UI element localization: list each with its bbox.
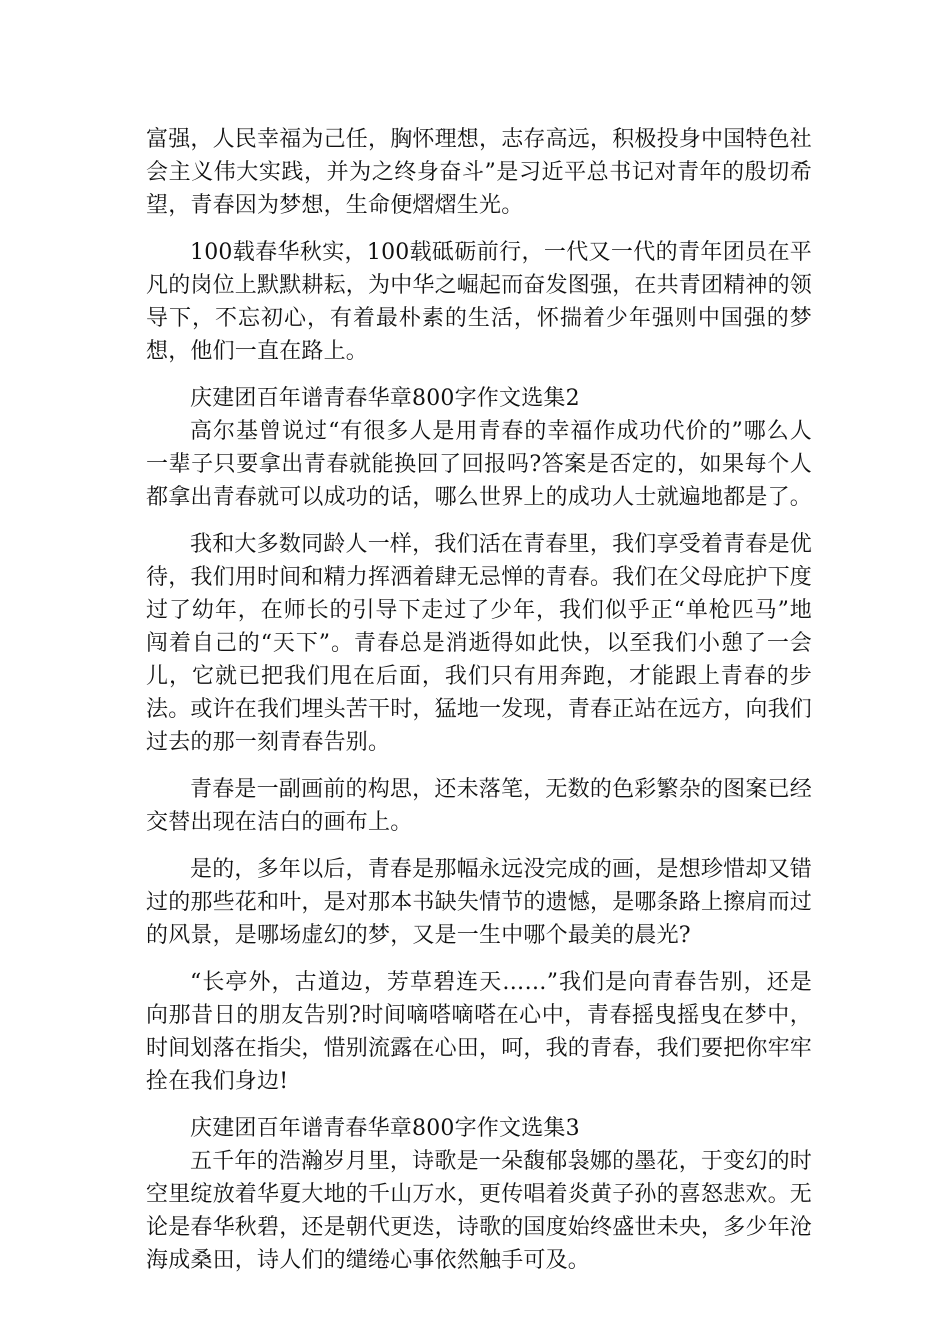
section-heading-3: 庆建团百年谱青春华章800字作文选集3 (190, 1116, 580, 1141)
paragraph-2: 100载春华秋实，100载砥砺前行，一代又一代的青年团员在平凡的岗位上默默耕耘，为中华之崛起而奋发图强，在共青团精神的领导下，不忘初心，有着最朴素的生活，怀揣着少年强则中国强的梦想，他们一直在路上。 (146, 240, 813, 364)
paragraph-8: 五千年的浩瀚岁月里，诗歌是一朵馥郁袅娜的墨花，于变幻的时空里绽放着华夏大地的千山万水，更传唱着炎黄子孙的喜怒悲欢。无论是春华秋碧，还是朝代更迭，诗歌的国度始终盛世未央，多少年沧海成桑田，诗人们的缱绻心事依然触手可及。 (146, 1149, 813, 1273)
section-heading-2: 庆建团百年谱青春华章800字作文选集2 (190, 386, 580, 411)
paragraph-6: 是的，多年以后，青春是那幅永远没完成的画，是想珍惜却又错过的那些花和叶，是对那本书缺失情节的遗憾，是哪条路上擦肩而过的风景，是哪场虚幻的梦，又是一生中哪个最美的晨光? (146, 857, 813, 948)
paragraph-3: 高尔基曾说过“有很多人是用青春的幸福作成功代价的”哪么人一辈子只要拿出青春就能换回了回报吗?答案是否定的，如果每个人都拿出青春就可以成功的话，哪么世界上的成功人士就遍地都是了。 (146, 419, 813, 510)
paragraph-4: 我和大多数同龄人一样，我们活在青春里，我们享受着青春是优待，我们用时间和精力挥洒着肆无忌惮的青春。我们在父母庇护下度过了幼年，在师长的引导下走过了少年，我们似乎正“单枪匹马”地闯着自己的“天下”。青春总是消逝得如此快，以至我们小憩了一会儿，它就已把我们甩在后面，我们只有用奔跑，才能跟上青春的步法。或许在我们埋头苦干时，猛地一发现，青春正站在远方，向我们过去的那一刻青春告别。 (146, 532, 813, 755)
paragraph-1: 富强，人民幸福为己任，胸怀理想，志存高远，积极投身中国特色社会主义伟大实践，并为之终身奋斗”是习近平总书记对青年的殷切希望，青春因为梦想，生命便熠熠生光。 (146, 127, 813, 218)
paragraph-5: 青春是一副画前的构思，还未落笔，无数的色彩繁杂的图案已经交替出现在洁白的画布上。 (146, 777, 812, 835)
paragraph-7: “长亭外，古道边，芳草碧连天……”我们是向青春告别，还是向那昔日的朋友告别?时间嘀嗒嘀嗒在心中，青春摇曳摇曳在梦中，时间划落在指尖，惜别流露在心田，呵，我的青春，我们要把你牢牢拴在我们身边! (146, 970, 813, 1094)
document-body (146, 123, 812, 1277)
